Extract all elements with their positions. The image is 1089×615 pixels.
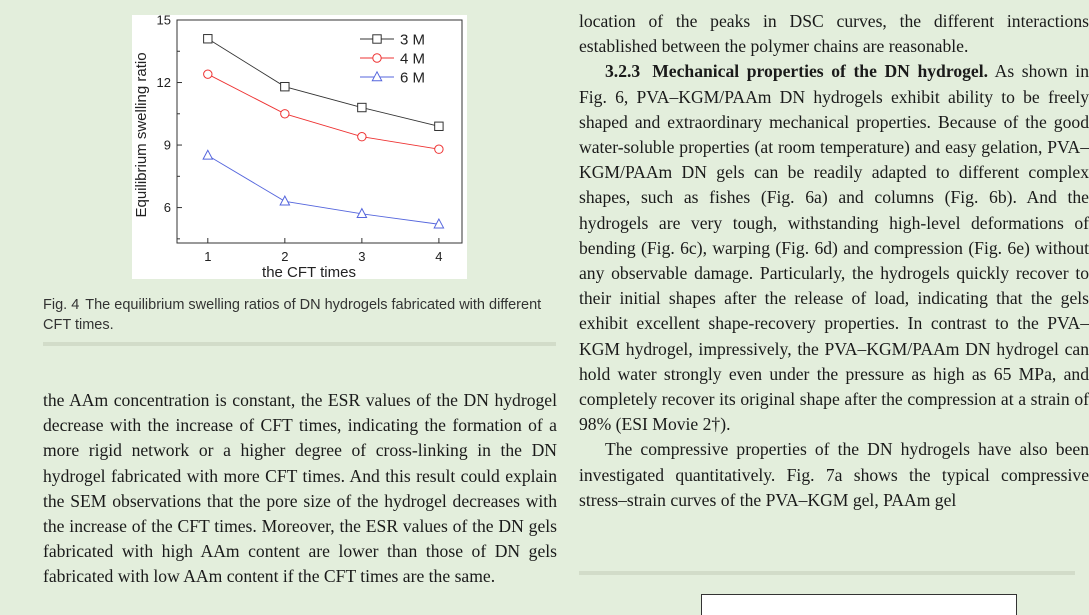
data-point [358,103,366,111]
section-number: 3.2.3 [605,61,641,82]
data-point [280,196,289,205]
figure-caption-label: Fig. 4 [43,297,80,313]
legend-marker [372,72,381,81]
legend-label: 6 M [400,69,426,87]
series-line-6m [208,155,439,224]
y-axis-label: Equilibrium swelling ratio [133,52,150,218]
data-point [435,145,443,153]
legend-label: 3 M [400,31,426,49]
data-point [358,133,366,141]
figure-caption-text: The equilibrium swelling ratios of DN hydrogels fabricated with different CFT times. [43,297,542,333]
section-heading [605,61,988,81]
x-tick-label: 2 [281,249,289,264]
data-point [204,35,212,43]
legend-label: 4 M [400,50,426,68]
right-paragraph-1 [579,59,1089,437]
next-figure-frame [701,594,1017,615]
data-point [204,70,212,78]
figure-4-chart [132,12,467,281]
x-tick-label: 1 [204,249,212,264]
data-point [281,110,289,118]
data-point [435,122,443,130]
left-text-column [43,388,557,590]
chart-svg [132,12,467,281]
y-tick-label: 12 [156,75,171,91]
y-tick-label: 9 [163,137,171,153]
figure-caption [43,295,563,335]
right-divider [579,571,1075,575]
y-tick-label: 6 [163,200,171,216]
right-paragraph-0: location of the peaks in DSC curves, the different interactions established between the polymer chains are reasonable. [579,11,1089,57]
section-title: Mechanical properties of the DN hydrogel. [652,61,989,82]
right-text-column [579,9,1089,513]
legend-marker [373,35,381,43]
y-tick-label: 15 [156,12,171,28]
right-paragraph-1-text: As shown in Fig. 6, PVA–KGM/PAAm DN hydrogels exhibit ability to be freely shaped and extraordinary mechanical properties. Because of the good water-soluble properties (at room temperature) and easy gelation, PVA–KGM/PAAm DN gels can be readily adapted to different complex shapes, such as fishes (Fig. 6a) and columns (Fig. 6b). And the hydrogels are very tough, withstanding high-level deformations of bending (Fig. 6c), warping (Fig. 6d) and compression (Fig. 6e) without any observable damage. Particularly, the hydrogels quickly recover to their initial shapes after the release of load, indicating that the gels exhibit excellent shape-recovery properties. In contrast to the PVA–KGM hydrogel, impressively, the PVA–KGM/PAAm DN hydrogel can hold water strongly even under the pressure as high as 65 MPa, and completely recover its original shape after the compression at a strain of 98% (ESI Movie 2†). [579,61,1089,435]
x-tick-label: 3 [358,249,366,264]
x-tick-label: 4 [435,249,443,264]
left-paragraph: the AAm concentration is constant, the ESR values of the DN hydrogel decrease with the increase of CFT times, indicating the formation of a more rigid network or a higher degree of cross-linking in the DN hydrogel fabricated with more CFT times. And this result could explain the SEM observations that the pore size of the hydrogel decreases with the increase of the CFT times. Moreover, the ESR values of the DN gels fabricated with high AAm content are lower than those of DN gels fabricated with low AAm content if the CFT times are the same. [43,390,557,587]
right-paragraph-2: The compressive properties of the DN hydrogels have also been investigated quantitatively. Fig. 7a shows the typical compressive stress–strain curves of the PVA–KGM gel, PAAm gel [579,439,1089,510]
legend-marker [373,54,381,62]
x-axis-label: the CFT times [262,264,356,281]
left-divider [43,342,556,346]
data-point [281,82,289,90]
data-point [203,150,212,159]
